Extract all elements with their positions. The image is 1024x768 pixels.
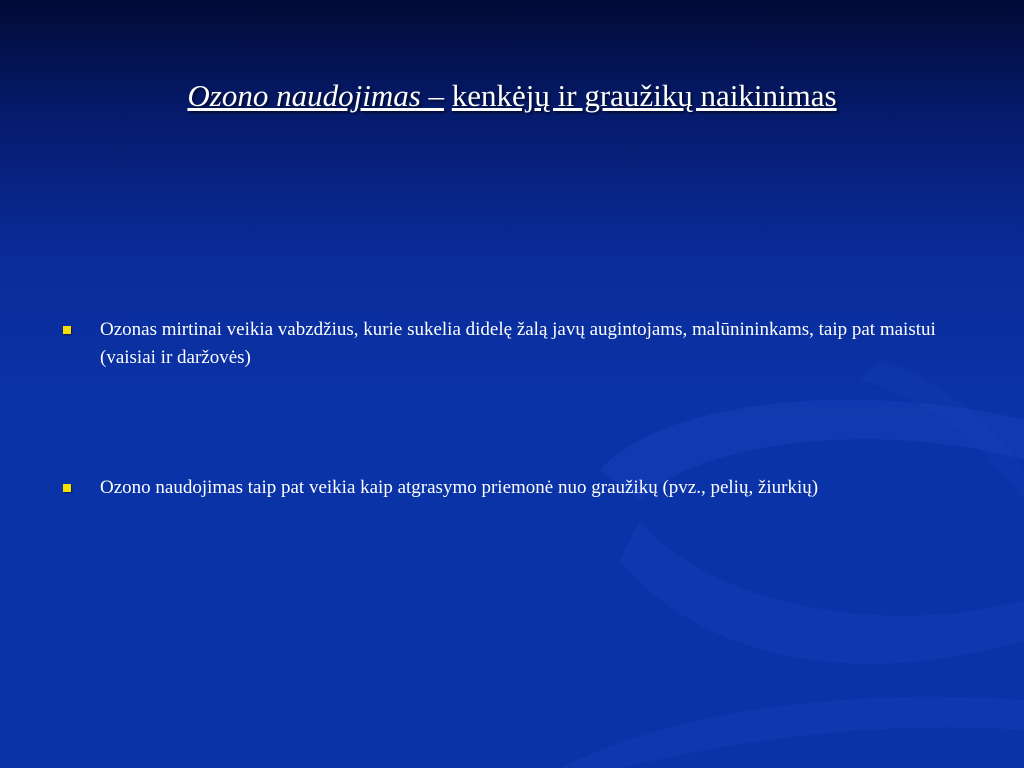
bullet-text: Ozono naudojimas taip pat veikia kaip atgrasymo priemonė nuo graužikų (pvz., pelių, žiurkių) — [100, 477, 819, 498]
slide-title-italic: Ozono naudojimas – — [187, 78, 445, 113]
swoosh-curve-2 — [620, 520, 1024, 664]
slide-title — [0, 78, 1024, 114]
square-bullet-icon — [63, 484, 71, 492]
slide-title-main: kenkėjų ir graužikų naikinimas — [451, 78, 837, 113]
list-item — [60, 474, 960, 502]
list-item — [60, 316, 960, 372]
swoosh-curve-3 — [560, 697, 1024, 768]
bullet-text: Ozonas mirtinai veikia vabzdžius, kurie sukelia didelę žalą javų augintojams, malūnininkams, taip pat maistui (vaisiai ir daržovės) — [100, 319, 936, 368]
square-bullet-icon — [63, 326, 71, 334]
